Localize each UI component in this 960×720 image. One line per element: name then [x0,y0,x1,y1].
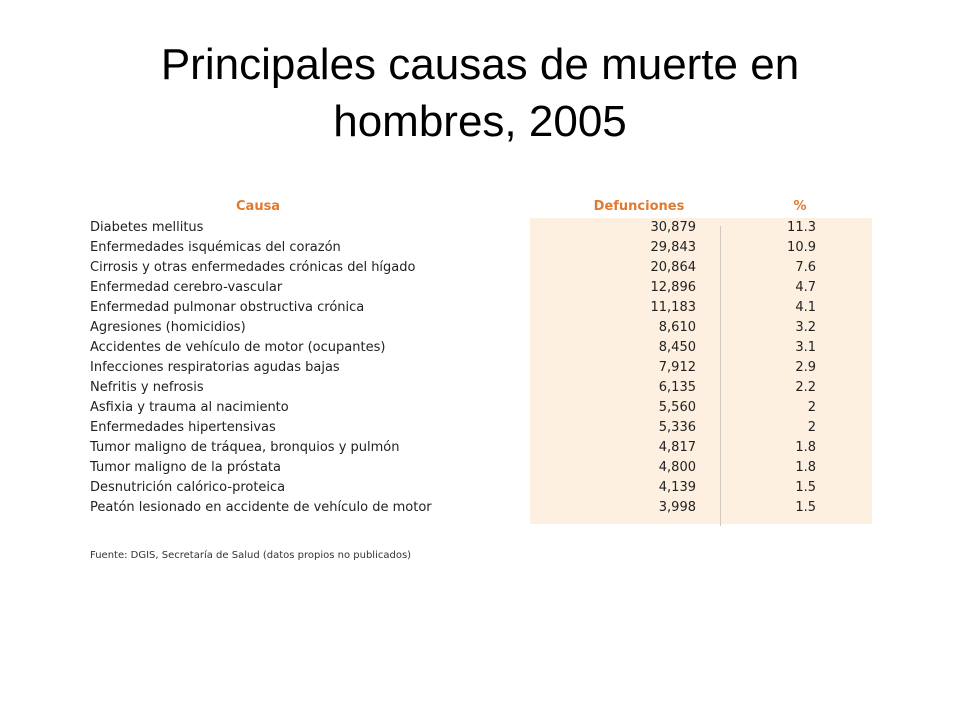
cell-percent: 1.8 [795,460,816,475]
cell-causa: Tumor maligno de tráquea, bronquios y pulmón [90,440,400,455]
table-body [88,218,874,518]
cell-defunciones: 8,450 [658,340,696,355]
cell-percent: 11.3 [787,220,816,235]
cell-defunciones: 12,896 [650,280,696,295]
cell-causa: Diabetes mellitus [90,220,204,235]
cell-causa: Enfermedad pulmonar obstructiva crónica [90,300,365,315]
cell-defunciones: 6,135 [658,380,696,395]
cell-percent: 10.9 [787,240,816,255]
cell-defunciones: 8,610 [658,320,696,335]
cell-causa: Peatón lesionado en accidente de vehículo de motor [90,500,432,515]
table-row [88,298,874,318]
cell-percent: 1.5 [795,480,816,495]
header-percent: % [793,199,807,214]
table-row [88,238,874,258]
cell-defunciones: 29,843 [650,240,696,255]
cell-causa: Asfixia y trauma al nacimiento [90,400,289,415]
table-row [88,278,874,298]
cell-causa: Enfermedad cerebro-vascular [90,280,283,295]
cell-percent: 7.6 [795,260,816,275]
cell-defunciones: 7,912 [658,360,696,375]
cell-percent: 2.9 [795,360,816,375]
cell-causa: Infecciones respiratorias agudas bajas [90,360,340,375]
slide-title [60,36,900,150]
cell-defunciones: 4,800 [658,460,696,475]
cell-causa: Enfermedades hipertensivas [90,420,276,435]
cell-percent: 4.7 [795,280,816,295]
table-row [88,398,874,418]
cell-percent: 1.5 [795,500,816,515]
cell-percent: 3.1 [795,340,816,355]
slide-title-line-2: hombres, 2005 [333,97,627,146]
table-row [88,378,874,398]
cell-defunciones: 5,560 [658,400,696,415]
cell-causa: Enfermedades isquémicas del corazón [90,240,341,255]
cell-defunciones: 20,864 [650,260,696,275]
header-causa: Causa [236,199,281,214]
cell-defunciones: 5,336 [658,420,696,435]
cell-percent: 3.2 [795,320,816,335]
cell-percent: 2 [807,420,816,435]
cell-defunciones: 3,998 [658,500,696,515]
table-row [88,478,874,498]
header-defunciones: Defunciones [593,199,685,214]
table-row [88,358,874,378]
cell-defunciones: 30,879 [650,220,696,235]
cell-causa: Desnutrición calórico-proteica [90,480,286,495]
table-row [88,318,874,338]
cell-percent: 4.1 [795,300,816,315]
cell-percent: 2.2 [795,380,816,395]
table-row [88,418,874,438]
slide-title-line-1: Principales causas de muerte en [160,40,800,89]
cell-causa: Tumor maligno de la próstata [90,460,281,475]
cell-causa: Nefritis y nefrosis [90,380,204,395]
table-row [88,438,874,458]
table-row [88,498,874,518]
cell-percent: 1.8 [795,440,816,455]
cell-defunciones: 4,139 [658,480,696,495]
table-row [88,338,874,358]
table-row [88,218,874,238]
causes-table [88,196,874,530]
cell-causa: Accidentes de vehículo de motor (ocupantes) [90,340,386,355]
table-row [88,258,874,278]
cell-causa: Cirrosis y otras enfermedades crónicas del hígado [90,260,416,275]
table-row [88,458,874,478]
cell-defunciones: 11,183 [650,300,696,315]
cell-defunciones: 4,817 [658,440,696,455]
source-footnote: Fuente: DGIS, Secretaría de Salud (datos propios no publicados) [90,550,412,561]
cell-causa: Agresiones (homicidios) [90,320,246,335]
cell-percent: 2 [807,400,816,415]
